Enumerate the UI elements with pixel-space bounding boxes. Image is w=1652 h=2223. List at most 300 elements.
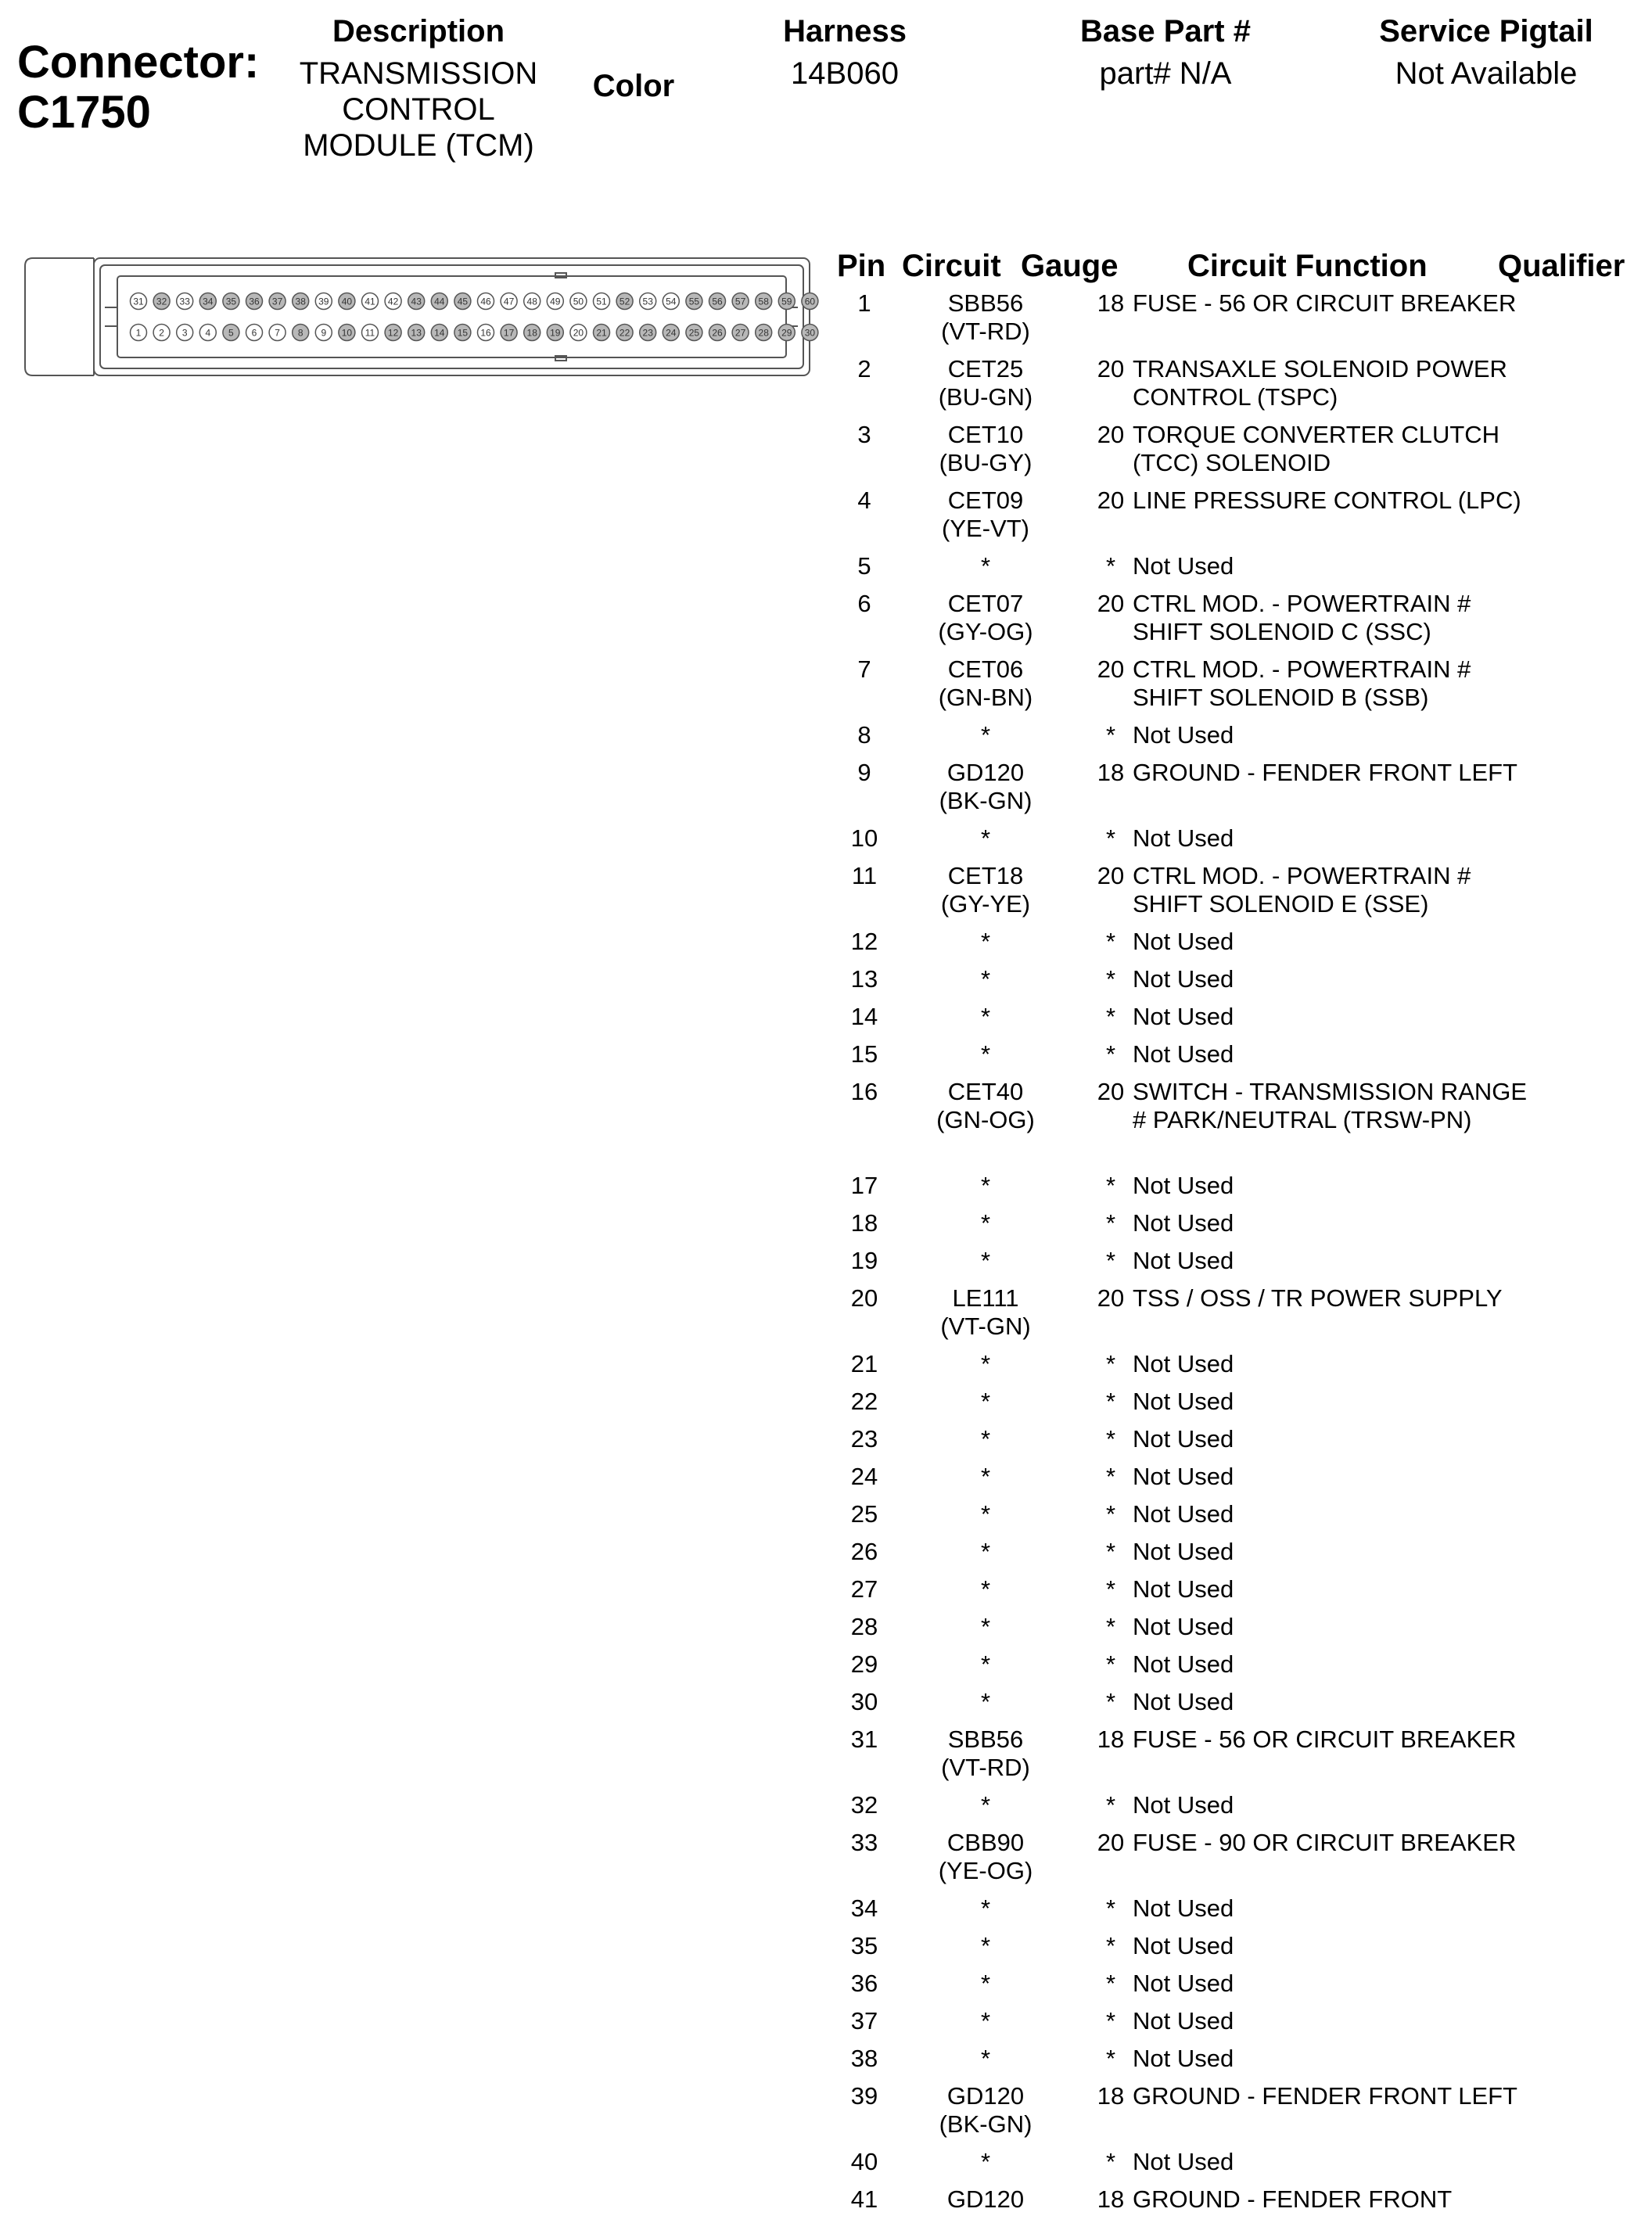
connector-housing	[25, 258, 810, 375]
circuit-function-cell: LINE PRESSURE CONTROL (LPC)	[1133, 487, 1521, 514]
table-row	[821, 965, 1652, 1003]
table-row	[821, 1970, 1652, 2007]
circuit-function-cell: Not Used	[1133, 1894, 1234, 1922]
pin-number: 33	[179, 296, 190, 307]
circuit-function-cell: Not Used	[1133, 1650, 1234, 1678]
pin-55	[686, 293, 702, 310]
pin-36	[246, 293, 263, 310]
table-row	[821, 1650, 1652, 1688]
circuit-function-cell: Not Used	[1133, 2007, 1234, 2034]
table-row	[821, 2185, 1652, 2223]
circuit-function-cell: Not Used	[1133, 1688, 1234, 1715]
pin-18	[524, 325, 540, 341]
pin-number: 12	[387, 327, 399, 339]
gauge-cell: 18	[1097, 2185, 1125, 2213]
table-row	[821, 1894, 1652, 1932]
table-row	[821, 2082, 1652, 2148]
gauge-cell: *	[1105, 965, 1116, 993]
table-row	[821, 1003, 1652, 1040]
pin-35	[223, 293, 239, 310]
column-header-circuit: Circuit	[902, 249, 1001, 283]
pin-45	[454, 293, 471, 310]
pin-cell: 29	[850, 1650, 878, 1678]
table-row	[821, 1040, 1652, 1078]
circuit-cell: *	[980, 928, 991, 955]
pin-59	[778, 293, 795, 310]
circuit-cell: GD120 (BK-GN)	[939, 2082, 1032, 2138]
pin-number: 2	[159, 327, 164, 339]
pin-number: 52	[619, 296, 630, 307]
circuit-cell: *	[980, 1688, 991, 1715]
pin-44	[431, 293, 447, 310]
table-row	[821, 552, 1652, 590]
pin-cell: 28	[850, 1613, 878, 1640]
pin-cell: 16	[850, 1078, 878, 1105]
pin-number: 58	[758, 296, 769, 307]
pin-27	[732, 325, 749, 341]
table-row	[821, 1726, 1652, 1791]
pin-52	[616, 293, 633, 310]
table-row	[821, 928, 1652, 965]
pin-20	[570, 325, 587, 341]
pin-24	[663, 325, 679, 341]
pin-1	[131, 325, 147, 341]
pin-cell: 38	[850, 2045, 878, 2072]
pin-34	[199, 293, 216, 310]
pin-number: 30	[804, 327, 816, 339]
circuit-cell: *	[980, 721, 991, 749]
pin-23	[640, 325, 656, 341]
pin-number: 27	[734, 327, 746, 339]
pin-cell: 31	[850, 1726, 878, 1753]
pin-21	[594, 325, 610, 341]
pin-56	[709, 293, 726, 310]
pin-32	[153, 293, 170, 310]
pin-cell: 10	[850, 824, 878, 852]
table-row	[821, 2045, 1652, 2082]
table-row	[821, 1463, 1652, 1500]
pin-3	[177, 325, 193, 341]
pin-cell: 11	[851, 862, 878, 889]
circuit-cell: CET06 (GN-BN)	[938, 655, 1033, 711]
table-row	[821, 421, 1652, 487]
pin-cell: 34	[850, 1894, 878, 1922]
pin-cell: 24	[850, 1463, 878, 1490]
pin-48	[524, 293, 540, 310]
pin-cell: 4	[857, 487, 871, 514]
table-row	[821, 824, 1652, 862]
circuit-cell: *	[980, 1932, 991, 1959]
description-column	[282, 14, 555, 163]
circuit-function-cell: GROUND - FENDER FRONT LEFT	[1133, 759, 1517, 786]
pin-number: 25	[688, 327, 700, 339]
circuit-function-cell: GROUND - FENDER FRONT LEFT	[1133, 2082, 1517, 2110]
circuit-cell: *	[980, 1463, 991, 1490]
pin-4	[199, 325, 216, 341]
circuit-function-cell: Not Used	[1133, 1970, 1234, 1997]
table-row	[821, 1500, 1652, 1538]
pin-cell: 33	[850, 1829, 878, 1856]
pin-38	[293, 293, 309, 310]
table-row	[821, 1932, 1652, 1970]
table-row	[821, 1209, 1652, 1247]
pin-number: 1	[135, 327, 142, 339]
pin-number: 44	[434, 296, 445, 307]
table-row	[821, 590, 1652, 655]
pin-2	[153, 325, 170, 341]
pin-37	[269, 293, 286, 310]
pin-cell: 5	[857, 552, 871, 580]
pin-53	[640, 293, 656, 310]
pin-15	[454, 325, 471, 341]
gauge-cell: *	[1105, 721, 1116, 749]
pin-number: 11	[365, 327, 375, 339]
pin-number: 21	[596, 327, 607, 339]
gauge-cell: *	[1105, 1791, 1116, 1819]
pin-number: 55	[688, 296, 700, 307]
pin-number: 31	[133, 296, 144, 307]
gauge-cell: *	[1105, 1500, 1116, 1528]
pin-49	[547, 293, 563, 310]
table-row	[821, 1613, 1652, 1650]
description-label: Description	[332, 14, 505, 48]
gauge-cell: *	[1105, 1172, 1116, 1199]
pin-14	[431, 325, 447, 341]
pin-number: 32	[156, 296, 167, 307]
table-row	[821, 1791, 1652, 1829]
pin-number: 35	[225, 296, 237, 307]
description-value: TRANSMISSION CONTROL MODULE (TCM)	[299, 56, 538, 163]
connector-face-diagram	[23, 254, 816, 387]
pin-number: 8	[297, 327, 303, 339]
circuit-cell: SBB56 (VT-RD)	[941, 1726, 1030, 1781]
table-row	[821, 759, 1652, 824]
table-row	[821, 1078, 1652, 1172]
pin-39	[315, 293, 332, 310]
pin-cell: 14	[850, 1003, 878, 1030]
pin-number: 20	[573, 327, 584, 339]
pin-57	[732, 293, 749, 310]
gauge-cell: *	[1105, 1425, 1116, 1453]
gauge-cell: 20	[1097, 1078, 1125, 1105]
circuit-function-cell: GROUND - FENDER FRONT	[1133, 2185, 1453, 2213]
pin-number: 40	[341, 296, 353, 307]
pin-number: 9	[321, 327, 327, 339]
circuit-function-cell: Not Used	[1133, 1932, 1234, 1959]
harness-column	[751, 14, 939, 92]
service-pigtail-column	[1353, 14, 1619, 92]
gauge-cell: *	[1105, 1970, 1116, 1997]
circuit-function-cell: Not Used	[1133, 721, 1234, 749]
pin-number: 19	[550, 327, 561, 339]
pin-47	[501, 293, 517, 310]
pin-6	[246, 325, 263, 341]
circuit-function-cell: Not Used	[1133, 1388, 1234, 1415]
table-row	[821, 1688, 1652, 1726]
pin-number: 34	[203, 296, 214, 307]
circuit-function-cell: Not Used	[1133, 1500, 1234, 1528]
pin-12	[385, 325, 401, 341]
pin-41	[362, 293, 379, 310]
pin-cell: 26	[850, 1538, 878, 1565]
pin-number: 38	[295, 296, 306, 307]
gauge-cell: *	[1105, 1040, 1116, 1068]
pin-number: 45	[457, 296, 469, 307]
pin-46	[478, 293, 494, 310]
column-header-circuit-function: Circuit Function	[1187, 249, 1428, 283]
pin-cell: 21	[850, 1350, 878, 1377]
pin-cell: 30	[850, 1688, 878, 1715]
circuit-cell: *	[980, 1040, 991, 1068]
pin-number: 22	[619, 327, 630, 339]
service-pigtail-label: Service Pigtail	[1379, 14, 1593, 48]
connector-title	[17, 38, 259, 138]
pin-cell: 37	[850, 2007, 878, 2034]
pin-30	[802, 325, 818, 341]
circuit-cell: *	[980, 2045, 991, 2072]
pin-7	[269, 325, 286, 341]
pin-number: 36	[249, 296, 260, 307]
gauge-cell: 20	[1097, 421, 1125, 448]
pin-number: 50	[573, 296, 584, 307]
table-row	[821, 1425, 1652, 1463]
table-row	[821, 1388, 1652, 1425]
circuit-cell: *	[980, 824, 991, 852]
gauge-cell: *	[1105, 1650, 1116, 1678]
pin-number: 46	[480, 296, 491, 307]
pin-50	[570, 293, 587, 310]
circuit-function-cell: Not Used	[1133, 1247, 1234, 1274]
circuit-cell: *	[980, 1500, 991, 1528]
pin-cell: 39	[850, 2082, 878, 2110]
gauge-cell: *	[1105, 824, 1116, 852]
circuit-cell: *	[980, 1970, 991, 1997]
table-row	[821, 487, 1652, 552]
pin-cell: 20	[850, 1284, 878, 1312]
pin-row-bottom	[131, 325, 818, 341]
pin-cell: 35	[850, 1932, 878, 1959]
circuit-cell: *	[980, 1425, 991, 1453]
pin-number: 60	[804, 296, 816, 307]
pin-number: 51	[596, 296, 607, 307]
circuit-function-cell: FUSE - 90 OR CIRCUIT BREAKER	[1133, 1829, 1517, 1856]
circuit-cell: CET07 (GY-OG)	[938, 590, 1033, 645]
pin-cell: 1	[857, 289, 871, 317]
pin-cell: 22	[850, 1388, 878, 1415]
connector-id: C1750	[17, 87, 151, 138]
pin-58	[756, 293, 772, 310]
circuit-cell: *	[980, 1894, 991, 1922]
pin-10	[339, 325, 355, 341]
pin-number: 16	[480, 327, 491, 339]
pin-number: 41	[365, 296, 375, 307]
pin-25	[686, 325, 702, 341]
table-row	[821, 289, 1652, 355]
pin-16	[478, 325, 494, 341]
table-row	[821, 1575, 1652, 1613]
pin-5	[223, 325, 239, 341]
pin-cell: 17	[850, 1172, 878, 1199]
pin-number: 14	[434, 327, 445, 339]
pin-51	[594, 293, 610, 310]
pin-table-body	[821, 289, 1652, 2223]
circuit-cell: *	[980, 1613, 991, 1640]
circuit-cell: *	[980, 1650, 991, 1678]
pin-33	[177, 293, 193, 310]
table-row	[821, 1538, 1652, 1575]
circuit-function-cell: TRANSAXLE SOLENOID POWER CONTROL (TSPC)	[1133, 355, 1507, 411]
pin-number: 3	[181, 327, 188, 339]
circuit-cell: *	[980, 1350, 991, 1377]
gauge-cell: *	[1105, 1932, 1116, 1959]
table-row	[821, 655, 1652, 721]
pin-number: 13	[411, 327, 422, 339]
circuit-function-cell: TORQUE CONVERTER CLUTCH (TCC) SOLENOID	[1133, 421, 1500, 476]
circuit-function-cell: Not Used	[1133, 1538, 1234, 1565]
gauge-cell: *	[1105, 1613, 1116, 1640]
circuit-function-cell: Not Used	[1133, 1575, 1234, 1603]
pin-cell: 3	[857, 421, 871, 448]
gauge-cell: *	[1105, 1003, 1116, 1030]
pin-number: 59	[781, 296, 792, 307]
circuit-function-cell: Not Used	[1133, 1209, 1234, 1237]
circuit-cell: *	[980, 1172, 991, 1199]
table-row	[821, 1247, 1652, 1284]
pin-number: 10	[341, 327, 353, 339]
circuit-cell: *	[980, 2148, 991, 2175]
circuit-function-cell: Not Used	[1133, 1791, 1234, 1819]
circuit-function-cell: SWITCH - TRANSMISSION RANGE # PARK/NEUTRAL (TRSW-PN)	[1133, 1078, 1528, 1133]
pin-cell: 2	[857, 355, 871, 382]
pin-22	[616, 325, 633, 341]
pin-60	[802, 293, 818, 310]
gauge-cell: *	[1105, 928, 1116, 955]
circuit-cell: CET25 (BU-GN)	[938, 355, 1033, 411]
circuit-cell: *	[980, 552, 991, 580]
gauge-cell: 18	[1097, 289, 1125, 317]
circuit-cell: CBB90 (YE-OG)	[938, 1829, 1033, 1884]
pin-number: 56	[712, 296, 723, 307]
pin-54	[663, 293, 679, 310]
harness-value: 14B060	[791, 56, 899, 91]
gauge-cell: *	[1105, 2007, 1116, 2034]
gauge-cell: *	[1105, 1538, 1116, 1565]
pin-cell: 23	[850, 1425, 878, 1453]
pin-28	[756, 325, 772, 341]
column-header-gauge: Gauge	[1021, 249, 1119, 283]
pin-13	[408, 325, 425, 341]
gauge-cell: *	[1105, 1209, 1116, 1237]
circuit-cell: *	[980, 1575, 991, 1603]
circuit-cell: CET10 (BU-GY)	[939, 421, 1032, 476]
circuit-cell: *	[980, 1003, 991, 1030]
circuit-function-cell: Not Used	[1133, 1172, 1234, 1199]
gauge-cell: *	[1105, 1575, 1116, 1603]
gauge-cell: *	[1105, 2045, 1116, 2072]
gauge-cell: *	[1105, 1350, 1116, 1377]
table-row	[821, 2007, 1652, 2045]
pin-number: 43	[411, 296, 422, 307]
circuit-cell: CET18 (GY-YE)	[940, 862, 1031, 918]
pin-cell: 40	[850, 2148, 878, 2175]
pin-number: 57	[734, 296, 746, 307]
pin-29	[778, 325, 795, 341]
pin-cell: 27	[850, 1575, 878, 1603]
pin-number: 5	[228, 327, 234, 339]
gauge-cell: *	[1105, 1388, 1116, 1415]
pin-cell: 12	[850, 928, 878, 955]
pin-number: 29	[781, 327, 792, 339]
circuit-function-cell: Not Used	[1133, 1613, 1234, 1640]
pin-42	[385, 293, 401, 310]
gauge-cell: *	[1105, 1247, 1116, 1274]
pin-43	[408, 293, 425, 310]
gauge-cell: 18	[1097, 1726, 1125, 1753]
gauge-cell: *	[1105, 1688, 1116, 1715]
pin-number: 48	[526, 296, 537, 307]
pin-cell: 41	[850, 2185, 878, 2213]
service-pigtail-value: Not Available	[1395, 56, 1578, 91]
pin-cell: 25	[850, 1500, 878, 1528]
pin-9	[315, 325, 332, 341]
circuit-cell: GD120 (BK-GN)	[939, 759, 1032, 814]
pin-cell: 13	[850, 965, 878, 993]
pin-19	[547, 325, 563, 341]
gauge-cell: *	[1105, 2148, 1116, 2175]
pin-number: 15	[457, 327, 469, 339]
connector-label: Connector:	[17, 37, 260, 88]
circuit-cell: *	[980, 1388, 991, 1415]
pin-cell: 19	[850, 1247, 878, 1274]
pin-cell: 32	[850, 1791, 878, 1819]
circuit-cell: *	[980, 2007, 991, 2034]
circuit-function-cell: CTRL MOD. - POWERTRAIN # SHIFT SOLENOID C (SSC)	[1133, 590, 1471, 645]
column-header-qualifier: Qualifier	[1498, 249, 1625, 283]
pin-number: 37	[271, 296, 283, 307]
circuit-function-cell: Not Used	[1133, 1003, 1234, 1030]
column-header-pin: Pin	[837, 249, 886, 283]
pin-11	[362, 325, 379, 341]
table-row	[821, 1172, 1652, 1209]
circuit-cell: GD120	[946, 2185, 1025, 2213]
table-row	[821, 1284, 1652, 1350]
circuit-function-cell: FUSE - 56 OR CIRCUIT BREAKER	[1133, 289, 1517, 317]
gauge-cell: 20	[1097, 655, 1125, 683]
pin-number: 7	[275, 327, 280, 339]
table-row	[821, 862, 1652, 928]
circuit-function-cell: FUSE - 56 OR CIRCUIT BREAKER	[1133, 1726, 1517, 1753]
color-label: Color	[592, 69, 675, 103]
pin-number: 53	[642, 296, 653, 307]
pin-17	[501, 325, 517, 341]
table-row	[821, 721, 1652, 759]
gauge-cell: 20	[1097, 487, 1125, 514]
pin-number: 6	[251, 327, 257, 339]
table-row	[821, 2148, 1652, 2185]
gauge-cell: 20	[1097, 355, 1125, 382]
pin-number: 42	[387, 296, 399, 307]
gauge-cell: 18	[1097, 759, 1125, 786]
circuit-cell: LE111 (VT-GN)	[940, 1284, 1031, 1340]
circuit-cell: *	[980, 1247, 991, 1274]
pin-cell: 18	[850, 1209, 878, 1237]
gauge-cell: *	[1105, 1463, 1116, 1490]
pin-number: 24	[666, 327, 677, 339]
gauge-cell: 18	[1097, 2082, 1125, 2110]
harness-label: Harness	[783, 14, 907, 48]
pin-cell: 9	[857, 759, 871, 786]
pin-31	[131, 293, 147, 310]
